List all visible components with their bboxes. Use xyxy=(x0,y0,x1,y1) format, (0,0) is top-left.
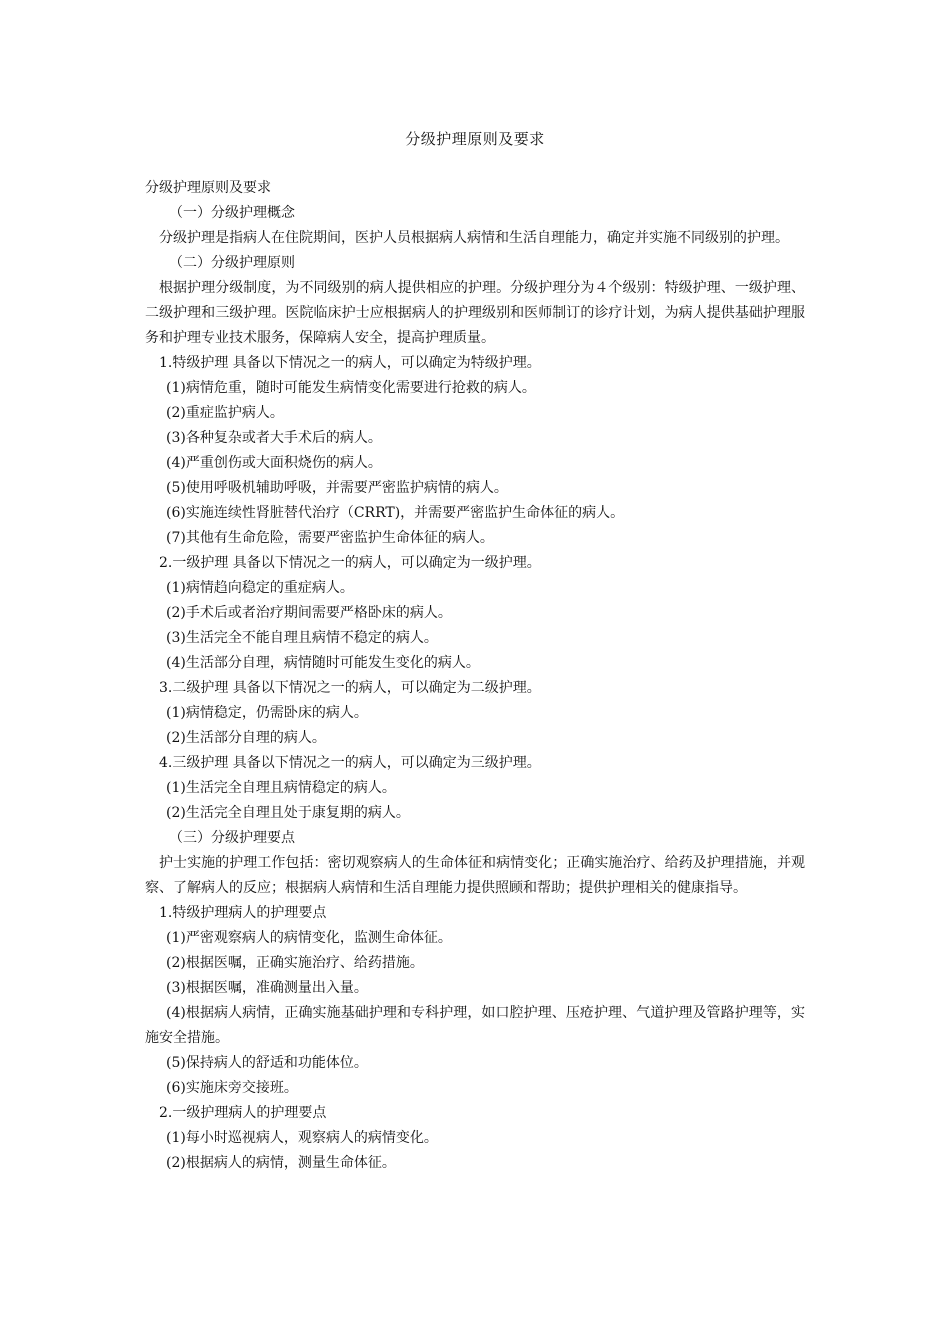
document-body xyxy=(145,176,805,1176)
paragraph: (4)严重创伤或大面积烧伤的病人。 xyxy=(166,455,382,471)
paragraph: (2)根据医嘱，正确实施治疗、给药措施。 xyxy=(166,955,424,971)
paragraph: (2)生活完全自理且处于康复期的病人。 xyxy=(166,805,410,821)
document-title: 分级护理原则及要求 xyxy=(405,130,545,148)
paragraph: (5)使用呼吸机辅助呼吸，并需要严密监护病情的病人。 xyxy=(166,480,508,496)
paragraph: (2)根据病人的病情，测量生命体征。 xyxy=(166,1155,396,1171)
paragraph: 分级护理是指病人在住院期间，医护人员根据病人病情和生活自理能力，确定并实施不同级别的护理。 xyxy=(159,230,789,246)
paragraph: (3)根据医嘱，准确测量出入量。 xyxy=(166,980,368,996)
paragraph: (1)病情危重，随时可能发生病情变化需要进行抢救的病人。 xyxy=(166,380,536,396)
paragraph: (2)生活部分自理的病人。 xyxy=(166,730,326,746)
paragraph: (6)实施连续性肾脏替代治疗（CRRT)，并需要严密监护生命体征的病人。 xyxy=(166,505,625,521)
paragraph: 4.三级护理 具备以下情况之一的病人，可以确定为三级护理。 xyxy=(159,755,541,771)
paragraph: (3)生活完全不能自理且病情不稳定的病人。 xyxy=(166,630,438,646)
paragraph: (7)其他有生命危险，需要严密监护生命体征的病人。 xyxy=(166,530,494,546)
paragraph: 2.一级护理病人的护理要点 xyxy=(159,1105,327,1121)
paragraph: 根据护理分级制度，为不同级别的病人提供相应的护理。分级护理分为４个级别：特级护理、一级护理、二级护理和三级护理。医院临床护士应根据病人的护理级别和医师制订的诊疗计划，为病人提供基础护理服务和护理专业技术服务，保障病人安全，提高护理质量。 xyxy=(145,280,805,346)
paragraph: (4)根据病人病情，正确实施基础护理和专科护理，如口腔护理、压疮护理、气道护理及管路护理等，实施安全措施。 xyxy=(145,1005,805,1046)
paragraph: (2)手术后或者治疗期间需要严格卧床的病人。 xyxy=(166,605,452,621)
paragraph: 护士实施的护理工作包括：密切观察病人的生命体征和病情变化；正确实施治疗、给药及护理措施，并观察、了解病人的反应；根据病人病情和生活自理能力提供照顾和帮助；提供护理相关的健康指导。 xyxy=(145,855,805,896)
paragraph: （二）分级护理原则 xyxy=(169,255,295,271)
paragraph: 1.特级护理病人的护理要点 xyxy=(159,905,327,921)
paragraph: (1)严密观察病人的病情变化，监测生命体征。 xyxy=(166,930,452,946)
paragraph: (5)保持病人的舒适和功能体位。 xyxy=(166,1055,368,1071)
paragraph: (1)每小时巡视病人，观察病人的病情变化。 xyxy=(166,1130,438,1146)
paragraph: (6)实施床旁交接班。 xyxy=(166,1080,298,1096)
paragraph: (3)各种复杂或者大手术后的病人。 xyxy=(166,430,382,446)
paragraph: (1)病情稳定，仍需卧床的病人。 xyxy=(166,705,368,721)
paragraph: 分级护理原则及要求 xyxy=(145,180,271,196)
paragraph: (2)重症监护病人。 xyxy=(166,405,284,421)
paragraph: 1.特级护理 具备以下情况之一的病人，可以确定为特级护理。 xyxy=(159,355,541,371)
paragraph: (1)生活完全自理且病情稳定的病人。 xyxy=(166,780,396,796)
paragraph: （一）分级护理概念 xyxy=(169,205,295,221)
paragraph: （三）分级护理要点 xyxy=(169,830,295,846)
paragraph: 2.一级护理 具备以下情况之一的病人，可以确定为一级护理。 xyxy=(159,555,541,571)
paragraph: (4)生活部分自理，病情随时可能发生变化的病人。 xyxy=(166,655,480,671)
paragraph: 3.二级护理 具备以下情况之一的病人，可以确定为二级护理。 xyxy=(159,680,541,696)
paragraph: (1)病情趋向稳定的重症病人。 xyxy=(166,580,354,596)
